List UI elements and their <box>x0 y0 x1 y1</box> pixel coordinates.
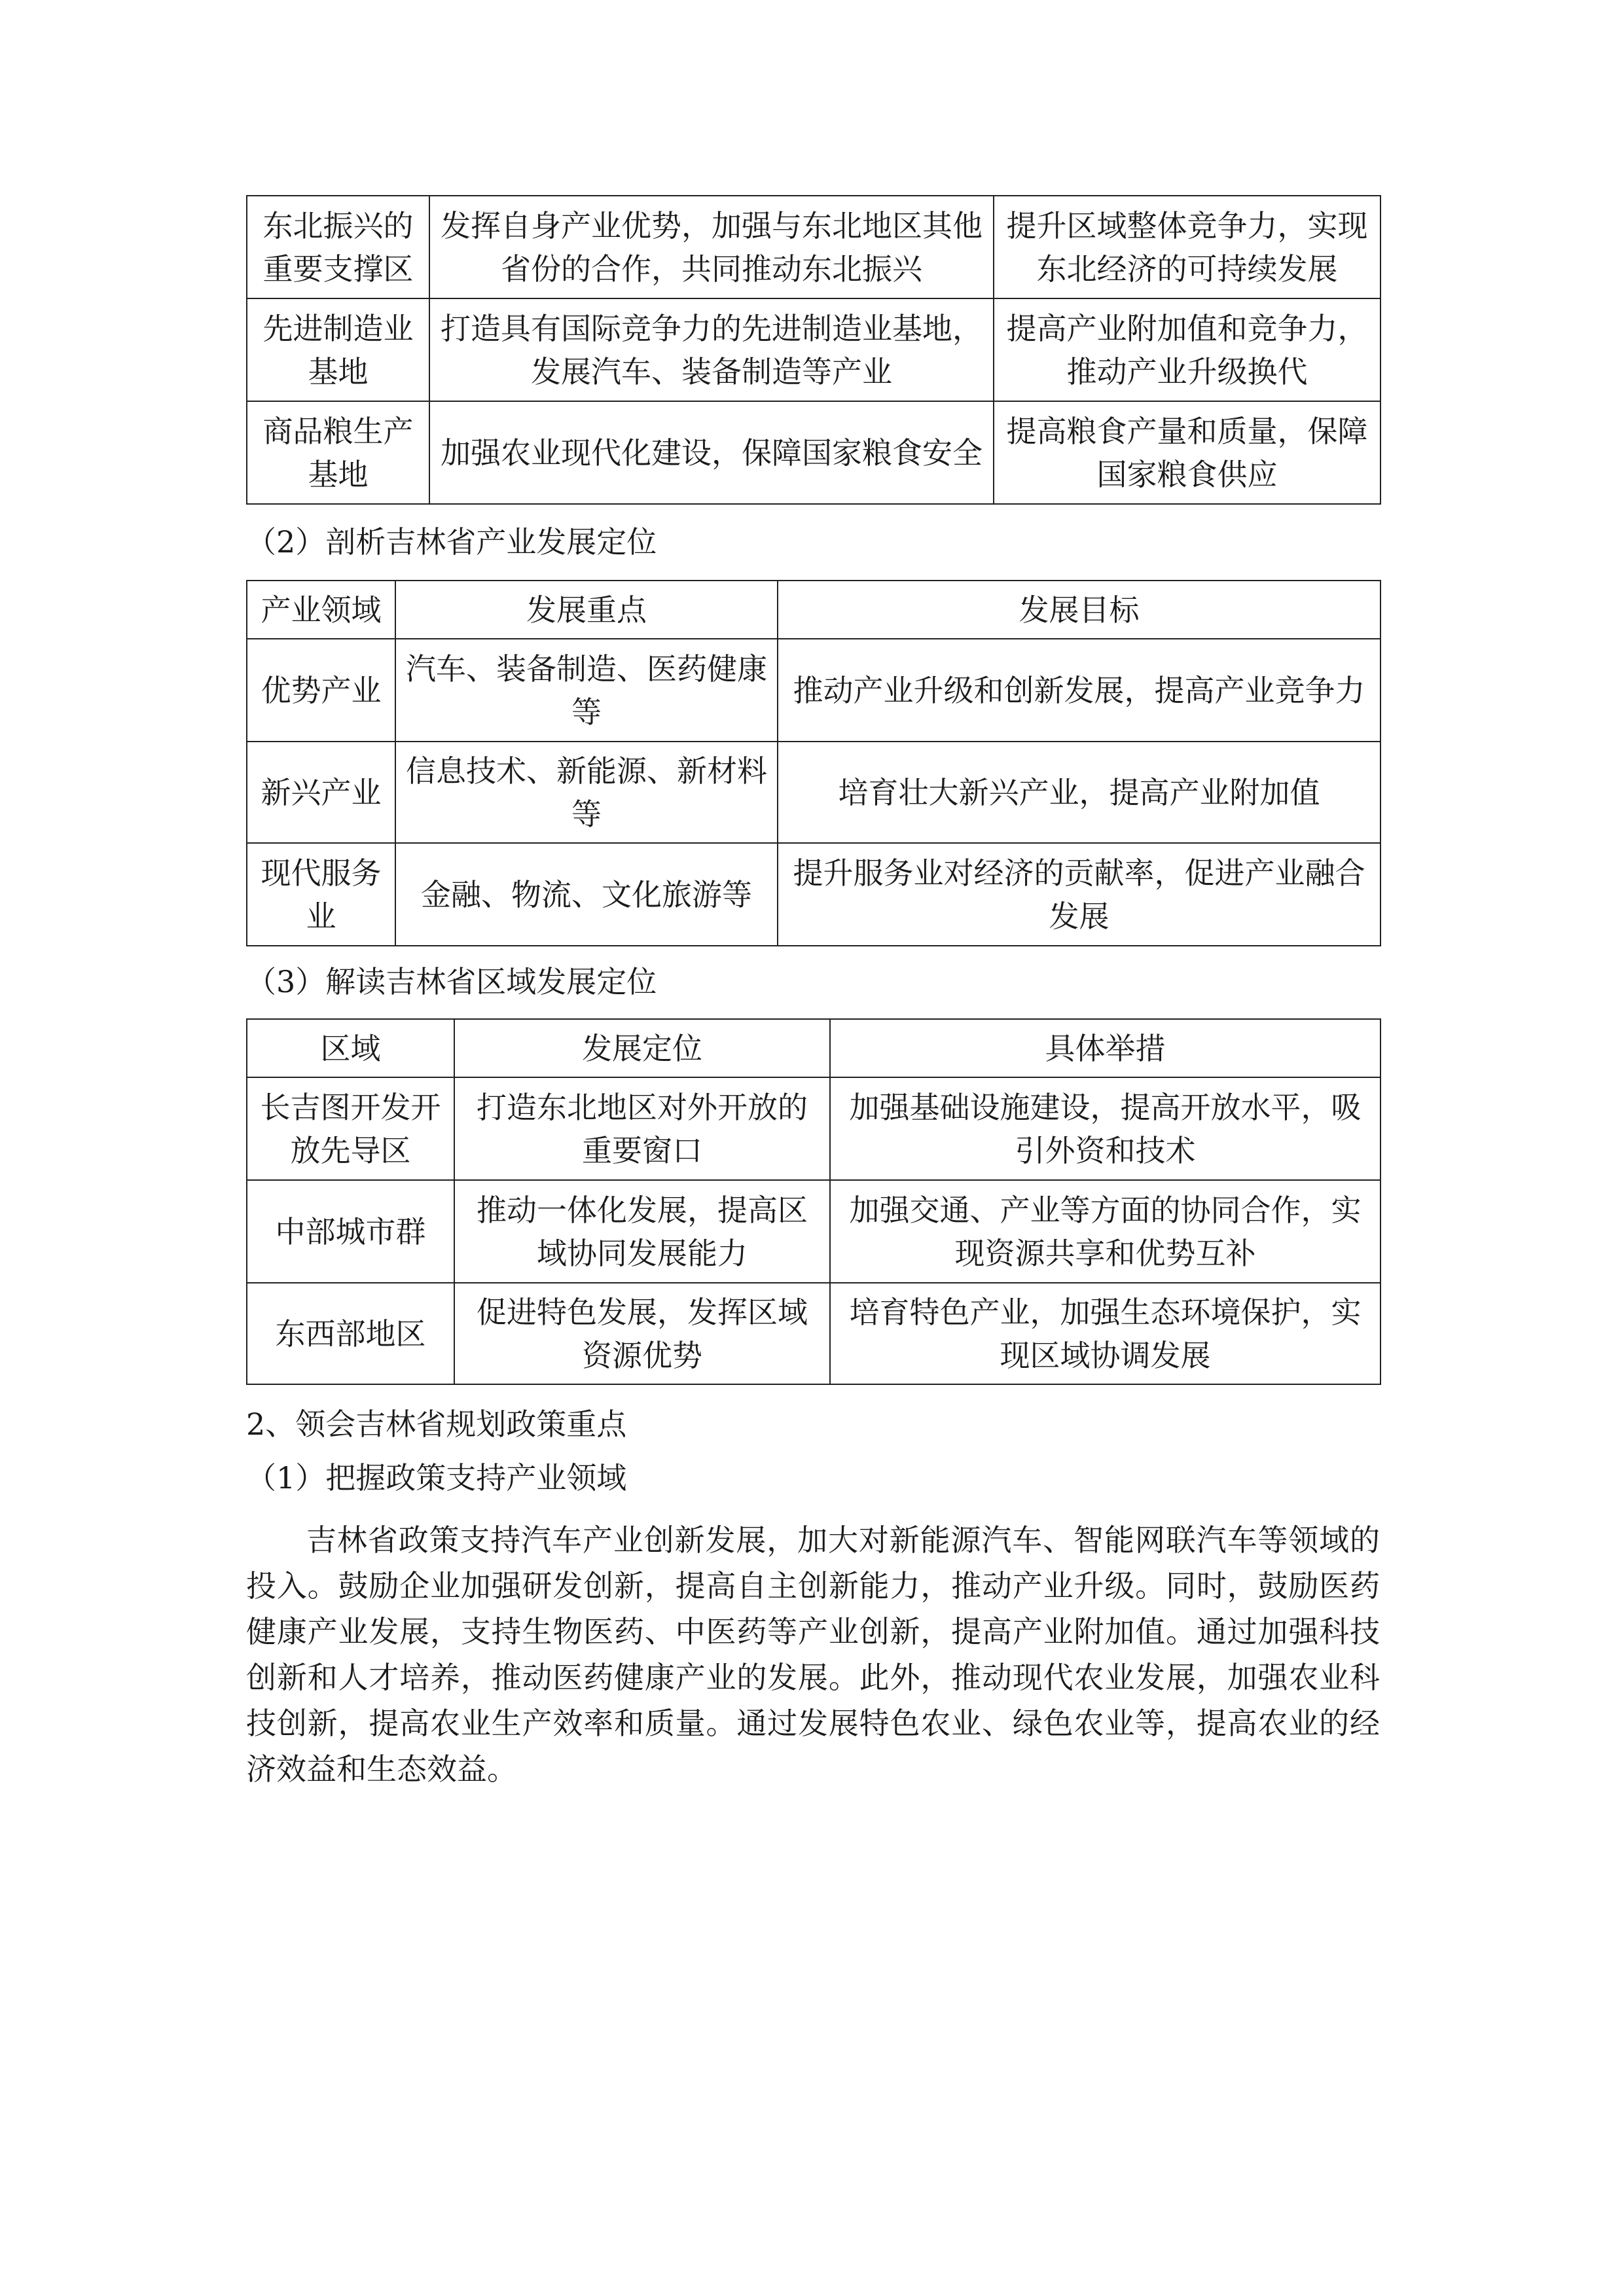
table-cell: 打造具有国际竞争力的先进制造业基地，发展汽车、装备制造等产业 <box>429 298 994 401</box>
paragraph-text: 吉林省政策支持汽车产业创新发展，加大对新能源汽车、智能网联汽车等领域的投入。鼓励企业加强研发创新，提高自主创新能力，推动产业升级。同时，鼓励医药健康产业发展，支持生物医药、中医药等产业创新，提高产业附加值。通过加强科技创新和人才培养，推动医药健康产业的发展。此外，推动现代农业发展，加强农业科技创新，提高农业生产效率和质量。通过发展特色农业、绿色农业等，提高农业的经济效益和生态效益。 <box>246 1522 1380 1787</box>
table-cell: 现代服务业 <box>247 843 395 946</box>
table-cell: 先进制造业基地 <box>247 298 429 401</box>
heading-policy: 2、领会吉林省规划政策重点 <box>246 1407 627 1442</box>
table-cell: 推动一体化发展，提高区域协同发展能力 <box>454 1180 830 1283</box>
table-cell: 提升区域整体竞争力，实现东北经济的可持续发展 <box>994 196 1380 298</box>
table-row <box>247 742 1380 843</box>
table-row <box>247 298 1380 401</box>
table-cell: 汽车、装备制造、医药健康等 <box>395 639 778 742</box>
table-cell: 推动产业升级和创新发展，提高产业竞争力 <box>778 639 1380 742</box>
subheading-policy-industry: （1）把握政策支持产业领域 <box>246 1460 627 1496</box>
table-cell: 提高粮食产量和质量，保障国家粮食供应 <box>994 401 1380 504</box>
table-cell: 培育特色产业，加强生态环境保护，实现区域协调发展 <box>830 1283 1380 1384</box>
table-cell: 提高产业附加值和竞争力，推动产业升级换代 <box>994 298 1380 401</box>
table-header-cell: 产业领域 <box>247 581 395 639</box>
table-header-cell: 具体举措 <box>830 1019 1380 1077</box>
table-cell: 新兴产业 <box>247 742 395 843</box>
table-header-row <box>247 581 1380 639</box>
table-cell: 信息技术、新能源、新材料等 <box>395 742 778 843</box>
industry-table <box>246 580 1381 946</box>
table-row <box>247 196 1380 298</box>
table-row <box>247 1283 1380 1384</box>
table-header-cell: 发展重点 <box>395 581 778 639</box>
positioning-table <box>246 195 1381 505</box>
table-cell: 加强基础设施建设，提高开放水平，吸引外资和技术 <box>830 1077 1380 1180</box>
table-cell: 加强交通、产业等方面的协同合作，实现资源共享和优势互补 <box>830 1180 1380 1283</box>
table-cell: 东北振兴的重要支撑区 <box>247 196 429 298</box>
table-cell: 发挥自身产业优势，加强与东北地区其他省份的合作，共同推动东北振兴 <box>429 196 994 298</box>
section-heading-region: （3）解读吉林省区域发展定位 <box>246 964 657 999</box>
table-header-cell: 发展定位 <box>454 1019 830 1077</box>
table-cell: 提升服务业对经济的贡献率，促进产业融合发展 <box>778 843 1380 946</box>
table-row <box>247 401 1380 504</box>
table-cell: 加强农业现代化建设，保障国家粮食安全 <box>429 401 994 504</box>
table-cell: 中部城市群 <box>247 1180 454 1283</box>
table-row <box>247 1077 1380 1180</box>
table-header-cell: 发展目标 <box>778 581 1380 639</box>
table-cell: 促进特色发展，发挥区域资源优势 <box>454 1283 830 1384</box>
table-row <box>247 1180 1380 1283</box>
table-cell: 金融、物流、文化旅游等 <box>395 843 778 946</box>
table-cell: 长吉图开发开放先导区 <box>247 1077 454 1180</box>
table-row <box>247 843 1380 946</box>
table-header-row <box>247 1019 1380 1077</box>
table-cell: 打造东北地区对外开放的重要窗口 <box>454 1077 830 1180</box>
section-heading-industry: （2）剖析吉林省产业发展定位 <box>246 524 657 560</box>
table-cell: 优势产业 <box>247 639 395 742</box>
table-row <box>247 639 1380 742</box>
table-header-cell: 区域 <box>247 1019 454 1077</box>
table-cell: 东西部地区 <box>247 1283 454 1384</box>
region-table <box>246 1018 1381 1385</box>
table-cell: 商品粮生产基地 <box>247 401 429 504</box>
body-paragraph <box>246 1517 1380 1792</box>
table-cell: 培育壮大新兴产业，提高产业附加值 <box>778 742 1380 843</box>
